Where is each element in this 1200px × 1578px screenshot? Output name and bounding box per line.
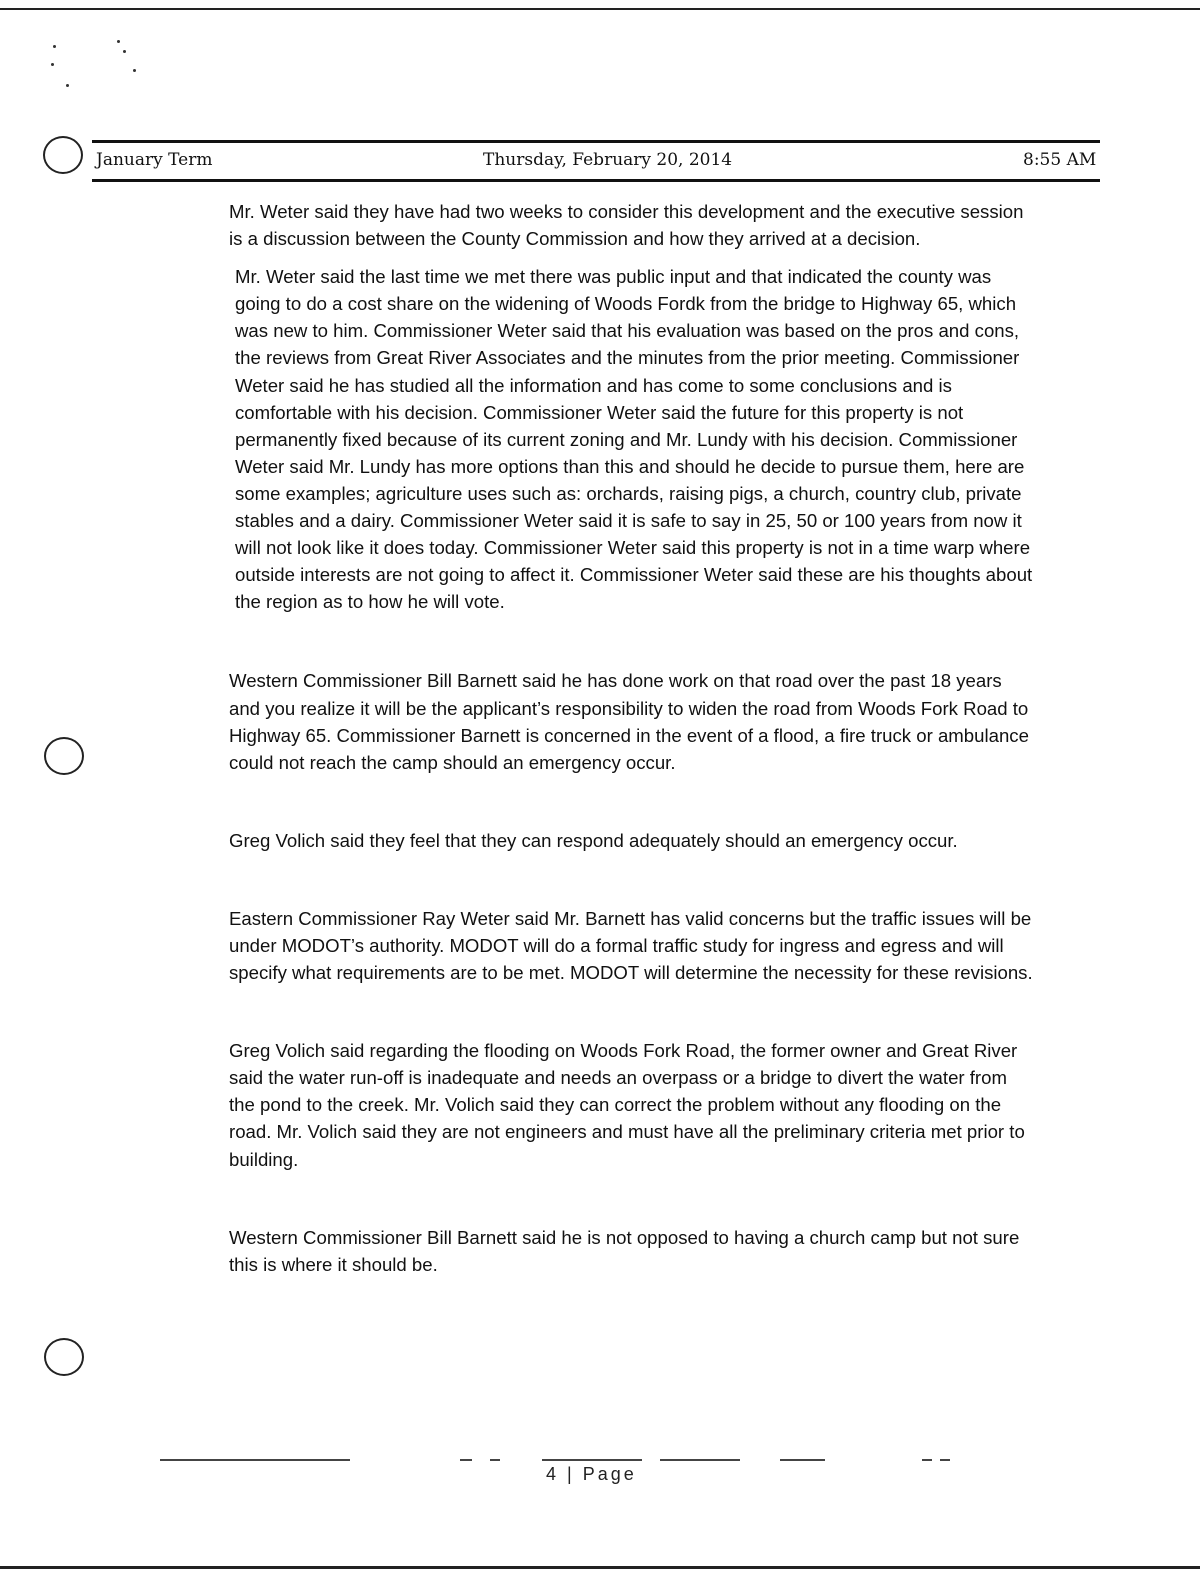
punch-hole-middle (44, 737, 84, 775)
minutes-body (229, 198, 1034, 1278)
header-rule-bottom (92, 179, 1100, 182)
punch-hole-bottom (44, 1338, 84, 1376)
paragraph: Eastern Commissioner Ray Weter said Mr. Barnett has valid concerns but the traffic issues will be under MODOT’s authority. MODOT will do a formal traffic study for ingress and egress and will specify what requirements are to be met. MODOT will determine the necessity for these revisions. (229, 907, 1033, 984)
paragraph: Greg Volich said they feel that they can respond adequately should an emergency occur. (229, 829, 958, 851)
paragraph: Greg Volich said regarding the flooding on Woods Fork Road, the former owner and Great River said the water run-off is inadequate and needs an overpass or a bridge to divert the water from the pond to the creek. Mr. Volich said they can correct the problem without any flooding on the road. Mr. Volich said they are not engineers and must have all the preliminary criteria met prior to building. (229, 1040, 1025, 1170)
header-rule-top (92, 140, 1100, 143)
page-number: 4 | Page (546, 1464, 637, 1484)
header-term: January Term (96, 150, 213, 170)
paragraph: Western Commissioner Bill Barnett said he has done work on that road over the past 18 years and you realize it will be the applicant’s responsibility to widen the road from Woods Fork Road to Highway 65. Commissioner Barnett is concerned in the event of a flood, a fire truck or ambulance could not reach the camp should an emergency occur. (229, 670, 1029, 773)
scan-speck (53, 45, 56, 48)
scan-speck (66, 84, 69, 87)
scan-speck (51, 63, 54, 66)
scan-bottom-edge (0, 1566, 1200, 1569)
paragraph: Mr. Weter said they have had two weeks to consider this development and the executive session is a discussion between the County Commission and how they arrived at a decision. (229, 201, 1024, 250)
punch-hole-top (43, 136, 83, 174)
scan-speck (133, 69, 136, 72)
header-date: Thursday, February 20, 2014 (483, 150, 733, 170)
header-time: 8:55 AM (1023, 150, 1097, 170)
footer-rule (160, 1459, 950, 1463)
scan-top-edge (0, 8, 1200, 10)
paragraph: Mr. Weter said the last time we met there was public input and that indicated the county was going to do a cost share on the widening of Woods Fordk from the bridge to Highway 65, which was new to him. Commissioner Weter said that his evaluation was based on the pros and cons, the reviews from Great River Associates and the minutes from the prior meeting. Commissioner Weter said he has studied all the information and has come to some conclusions and is comfortable with his decision. Commissioner Weter said the future for this property is not permanently fixed because of its current zoning and Mr. Lundy with his decision. Commissioner Weter said Mr. Lundy has more options than this and should he decide to pursue them, here are some examples; agriculture uses such as: orchards, raising pigs, a church, country club, private stables and a dairy. Commissioner Weter said it is safe to say in 25, 50 or 100 years from now it will not look like it does today. Commissioner Weter said this property is not in a time warp where outside interests are not going to affect it. Commissioner Weter said these are his thoughts about the region as to how he will vote. (235, 266, 1033, 613)
paragraph: Western Commissioner Bill Barnett said he is not opposed to having a church camp but not sure this is where it should be. (229, 1226, 1020, 1275)
scan-speck (117, 40, 120, 43)
scan-speck (123, 50, 126, 53)
